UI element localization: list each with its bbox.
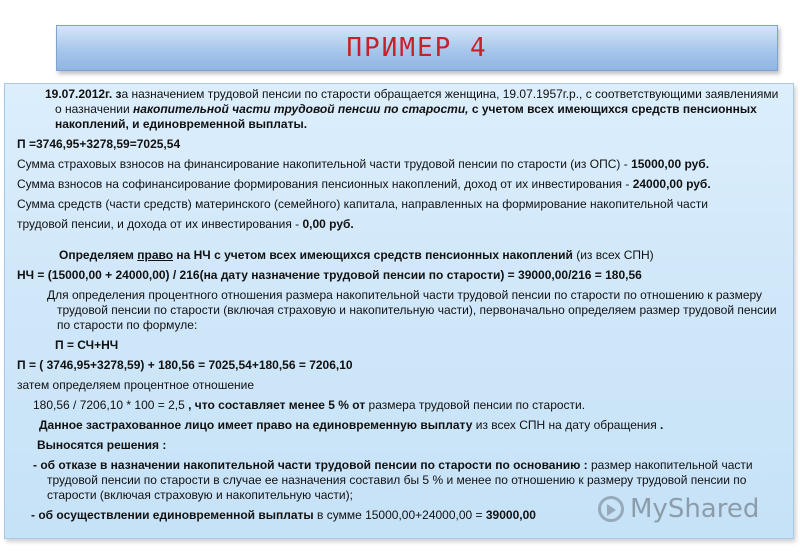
percent-intro: Для определения процентного отношения размера накопительной части трудовой пенсии по старости по отношению к размеру трудовой пенсии по старости (включая страховую и накопительную части), первоначально определяем размер трудовой пенсии по старости по формуле: xyxy=(47,288,777,332)
cofin-text: Сумма взносов на софинансирование формирования пенсионных накоплений, доход от их инвестирования - xyxy=(17,177,633,191)
determine-pre: Определяем xyxy=(59,248,138,262)
determine-line xyxy=(17,248,781,263)
matcap-amount: 0,00 руб. xyxy=(302,217,354,231)
right-end: . xyxy=(656,418,664,432)
ratio-bold: , что составляет менее 5 % от xyxy=(188,398,366,412)
right-bold: Данное застрахованное лицо имеет право на единовременную выплату xyxy=(39,418,473,432)
formula-calc: П = ( 3746,95+3278,59) + 180,56 = 7025,54+180,56 = 7206,10 xyxy=(17,358,353,372)
determine-right: право xyxy=(137,248,174,262)
cofin-amount: 24000,00 руб. xyxy=(632,177,711,191)
contrib-amount: 15000,00 руб. xyxy=(631,157,710,171)
ratio-line xyxy=(17,398,781,413)
decision-2-bold: - об осуществлении единовременной выплаты xyxy=(31,508,314,522)
intro-text-2: с учетом всех имеющихся средств пенсионных накоплений, и единовременной выплаты. xyxy=(55,102,757,131)
watermark xyxy=(598,494,759,524)
page-title: ПРИМЕР 4 xyxy=(346,33,488,63)
intro-text-1: а назначением трудовой пенсии по старости обращается женщина, 19.07.1957г.р., с соответствующими заявлениями о назначении xyxy=(55,87,779,116)
content-panel xyxy=(4,83,794,539)
decision-1-tail: размер накопительной части трудовой пенсии по старости в случае ее назначения составил бы 5 % и менее по отношению к размеру трудовой пенсии по старости (включая страховую и накопительную части); xyxy=(47,458,753,502)
decision-2-amount: 39000,00 xyxy=(485,508,536,522)
line-matcap-1: Сумма средств (части средств) материнского (семейного) капитала, направленных на формирование накопительной части xyxy=(17,197,708,211)
decision-1-bold: - об отказе в назначении накопительной части трудовой пенсии по старости по основанию : xyxy=(33,458,588,472)
then-line: затем определяем процентное отношение xyxy=(17,378,255,392)
determine-tail: (из всех СПН) xyxy=(572,248,654,262)
matcap-text: трудовой пенсии, и дохода от их инвестирования - xyxy=(17,217,303,231)
determine-post: на НЧ с учетом всех имеющихся средств пенсионных накоплений xyxy=(173,248,573,262)
watermark-text: MyShared xyxy=(630,494,760,524)
line-cofinancing xyxy=(17,177,781,192)
right-line xyxy=(17,418,781,433)
line-matcap-2 xyxy=(17,217,781,232)
intro-emphasis: накопительной части трудовой пенсии по старости, xyxy=(133,102,469,116)
intro-paragraph xyxy=(17,87,781,132)
contrib-text: Сумма страховых взносов на финансирование накопительной части трудовой пенсии по старости (из ОПС) - xyxy=(17,157,632,171)
line-contributions xyxy=(17,157,781,172)
formula-definition: П = СЧ+НЧ xyxy=(55,338,119,352)
play-icon xyxy=(598,496,624,522)
decision-2-mid: в сумме 15000,00+24000,00 = xyxy=(313,508,486,522)
title-bar xyxy=(56,25,778,71)
formula-nch: НЧ = (15000,00 + 24000,00) / 216(на дату назначение трудовой пенсии по старости) = 39000,00/216 = 180,56 xyxy=(17,268,642,282)
formula-p: П =3746,95+3278,59=7025,54 xyxy=(17,137,181,151)
ratio-tail: размера трудовой пенсии по старости. xyxy=(365,398,586,412)
right-tail: из всех СПН на дату обращения xyxy=(472,418,657,432)
ratio-calc: 180,56 / 7206,10 * 100 = 2,5 xyxy=(33,398,189,412)
intro-date: 19.07.2012г. з xyxy=(45,87,122,101)
decisions-label: Выносятся решения : xyxy=(37,438,167,452)
